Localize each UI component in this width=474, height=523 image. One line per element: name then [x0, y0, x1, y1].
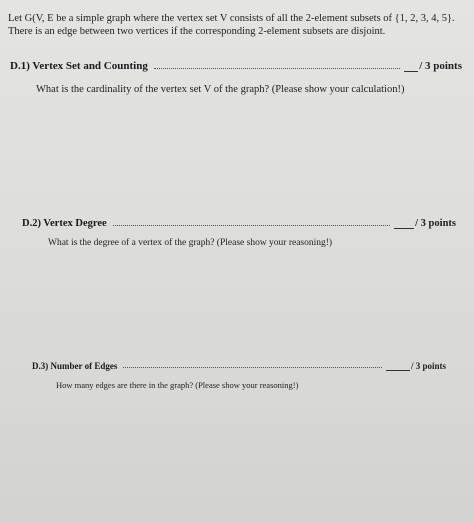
- section-d3-question: How many edges are there in the graph? (Please show your reasoning!): [56, 380, 299, 390]
- problem-statement-line-1: Let G(V, E be a simple graph where the vertex set V consists of all the 2-element subsets of {1, 2, 3, 4, 5}.: [8, 13, 455, 24]
- section-d1-leader-dots: [154, 67, 400, 69]
- section-d2-header: [22, 218, 456, 229]
- section-d2-question: What is the degree of a vertex of the graph? (Please show your reasoning!): [48, 238, 333, 248]
- section-d1-score: [404, 60, 462, 72]
- section-d2-points: / 3 points: [415, 218, 456, 229]
- section-d3-score: [386, 361, 446, 371]
- problem-statement: [8, 12, 468, 38]
- section-d2-score: [394, 218, 456, 229]
- section-d2-leader-dots: [113, 224, 390, 226]
- section-d3-leader-dots: [123, 366, 382, 368]
- section-d3-points: / 3 points: [410, 361, 446, 371]
- section-d3-title: D.3) Number of Edges: [32, 361, 118, 371]
- section-d3-header: [32, 361, 446, 371]
- problem-statement-line-2: There is an edge between two vertices if the corresponding 2-element subsets are disjoint.: [8, 26, 386, 37]
- section-d2-score-blank: [394, 228, 414, 229]
- section-d2-title: D.2) Vertex Degree: [22, 218, 107, 229]
- section-d1-header: [10, 60, 462, 72]
- section-d1-question: What is the cardinality of the vertex set V of the graph? (Please show your calculation!): [36, 84, 405, 95]
- section-d3-score-blank: [386, 370, 410, 371]
- section-d1-title: D.1) Vertex Set and Counting: [10, 60, 148, 72]
- section-d1-score-blank: [404, 71, 418, 72]
- section-d1-points: / 3 points: [419, 60, 462, 72]
